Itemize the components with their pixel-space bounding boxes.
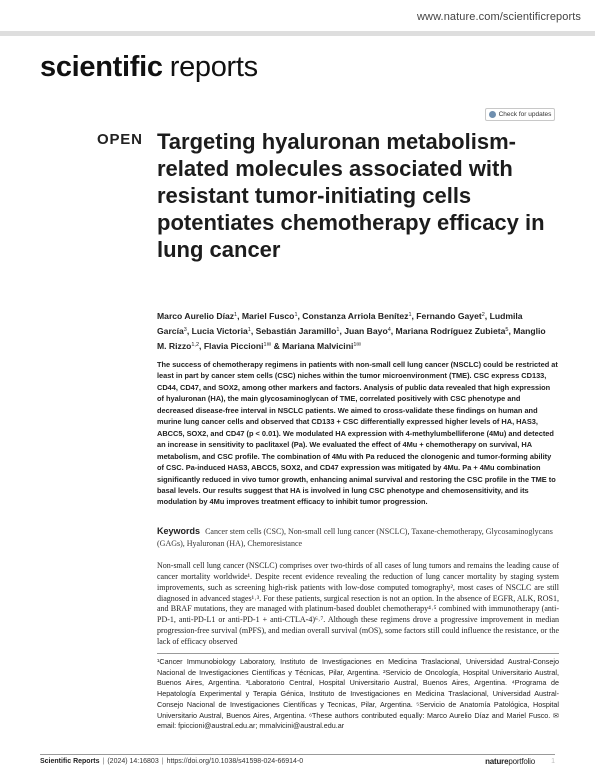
page-number: 1 [551,758,555,765]
affiliations: ¹Cancer Immunobiology Laboratory, Instituto de Investigaciones en Medicina Traslacional, Universidad Austral-Consejo Nacional de Investigaciones Científicas y Técnicas, Pilar, Argentina. ²Servicio de Oncología, Hospital Universitario Austral, Buenos Aires, Argentina. ³Laboratorio Central, Hospital Universitario Austral, Buenos Aires, Argentina. ⁴Programa de Hepatología Experimental y Terapia Génica, Instituto de Investigaciones en Medicina Traslacional, Universidad Austral-Consejo Nacional de Investigaciones Científicas y Tecnicas, Pilar, Argentina. ⁵Servicio de Anatomía Patológica, Hospital Universitario Austral, Buenos Aires, Argentina. ⁶These authors contributed equally: Marco Aurelio Díaz and Mariel Fusco. ✉email: fpiccioni@austral.edu.ar; mmalvicini@austral.edu.ar [157,657,559,731]
author-affiliation-mark: 1✉ [263,341,272,348]
author-name[interactable]: Marco Aurelio Díaz [157,311,235,321]
keywords-text: Cancer stem cells (CSC), Non-small cell lung cancer (NSCLC), Taxane-chemotherapy, Glycosaminoglycans (GAGs), Hyaluronan (HA), Chemoresistance [157,527,553,548]
author-affiliation-mark: 1 [234,312,238,318]
author-affiliation-mark: 1 [336,326,340,333]
journal-logo-part1: scientific [40,51,163,83]
abstract: The success of chemotherapy regimens in patients with non-small cell lung cancer (NSCLC) could be restricted at least in part by cancer stem cells (CSC) niches within the tumor microenvironment (TME). CSC express CD133, CD44, CD47, and SOX2, among other markers and factors. Analysis of public data revealed that high expression of hyaluronan (HA), the main glycosaminoglycan of TME, correlated positively with CSC phenotype and decreased disease-free interval in NSCLC patients. We aimed to cross-validate these findings on human and murine lung cancer cells and observed that CD133 + CSC differentially expressed higher levels of HA, HAS3, ABCC5, SOX2, and CD47 (p < 0.01). We modulated HA expression with 4-methylumbelliferone (4Mu) and detected an increase in sensitivity to paclitaxel (Pa). We evaluated the effect of 4Mu + chemotherapy on survival, HA metabolism, and CSC profile. The combination of 4Mu with Pa reduced the clonogenic and tumor-forming ability of CSC. Pa-induced HAS3, ABCC5, SOX2, and CD47 expression was mitigated by 4Mu. Pa + 4Mu combination significantly reduced in vivo tumor growth, enhancing animal survival and restoring the CSC profile in the TME to basal levels. Our results suggest that HA is involved in lung CSC phenotype and chemosensitivity, and its modulation by 4Mu improves treatment efficacy to inhibit tumor progression. [157,360,558,507]
header-divider [0,31,595,36]
publisher-part1: nature [485,757,509,766]
author-affiliation-mark: 1 [294,312,298,318]
footer-doi-link[interactable]: https://doi.org/10.1038/s41598-024-66914-0 [166,758,304,765]
footer-separator: | [102,758,105,765]
author-affiliation-mark: 1 [247,326,251,333]
check-updates-icon [489,111,496,118]
keywords [157,526,559,549]
author-affiliation-mark: 4 [387,326,391,333]
footer-separator: | [161,758,164,765]
author-name[interactable]: Mariana Malvicini [282,340,354,351]
article-title: Targeting hyaluronan metabolism-related molecules associated with resistant tumor-initiating cells potentiates chemotherapy efficacy in lung cancer [157,129,545,262]
keywords-label: Keywords [157,526,201,536]
author-name[interactable]: Lucia Victoria [191,325,248,336]
check-updates-label: Check for updates [498,111,552,118]
author-name[interactable]: Fernando Gayet [416,311,482,321]
footer-journal: Scientific Reports [40,758,100,765]
journal-url[interactable]: www.nature.com/scientificreports [417,11,581,23]
author-name[interactable]: Constanza Arriola Benítez [302,311,409,321]
author-affiliation-mark: 1 [408,312,412,318]
author-affiliation-mark: 1✉ [353,341,362,348]
affiliations-divider [157,653,559,654]
publisher-part2: portfolio [508,757,535,766]
check-for-updates-button[interactable] [485,108,555,121]
journal-logo[interactable] [40,50,258,84]
author-affiliation-mark: 1,2 [191,341,200,348]
author-affiliation-mark: 3 [183,326,187,333]
journal-logo-part2: reports [169,51,258,83]
open-access-label: OPEN [97,131,143,148]
publisher-logo [485,757,535,766]
author-name[interactable]: Ludmila García [157,311,523,336]
author-name[interactable]: Manglio M. Rizzo [157,325,546,351]
author-name[interactable]: Sebastián Jaramillo [255,325,337,336]
author-name[interactable]: Juan Bayo [344,325,388,336]
footer-volume: (2024) 14:16803 [107,758,159,765]
footer-divider [40,754,555,755]
author-affiliation-mark: 2 [481,312,485,318]
author-affiliation-mark: 5 [505,326,509,333]
author-name[interactable]: Mariel Fusco [241,311,295,321]
body-text: Non-small cell lung cancer (NSCLC) comprises over two-thirds of all cases of lung tumors and remains the leading cause of cancer mortality worldwide¹. Despite recent evidence revealing the reduction of lung cancer mortality by staging system improvements, such as screening high-risk patients with low-dose computed tomography², most cases of NSCLC are still diagnosed in advanced stages¹˒³. For these patients, surgical resection is not an option. In the absence of EGFR, ALK, ROS1, and BRAF mutations, they are managed with platinum-based doublet chemotherapy⁴˒⁵ combined with immunotherapy (anti-PD-1, anti-PD-L1 or anti-PD-1 + anti-CTLA-4)⁶˒⁷. Although these regimens drove a progressive improvement in median progression-free survival (mPFS), and median overall survival (mOS), some factors still could influence the resistance, or the lack of efficacy observed [157,561,559,646]
author-name[interactable]: Mariana Rodríguez Zubieta [395,325,506,336]
footer-citation [40,758,303,765]
author-name[interactable]: Flavia Piccioni [203,340,264,351]
author-list: Marco Aurelio Díaz$^1$, Mariel Fusco$^1$, Constanza Arriola Benítez$^1$, Fernando Gayet$^2$, Ludmila García$^3$, Lucia Victoria$^1$, Sebastián Jaramillo$^1$, Juan Bayo$^4$, Mariana Rodríguez Zubieta$^5$, Manglio M. Rizzo$^{1,2}$, Flavia Piccioni$^{1✉}$ & Mariana Malvicini$^{1✉}$ [157,311,546,351]
